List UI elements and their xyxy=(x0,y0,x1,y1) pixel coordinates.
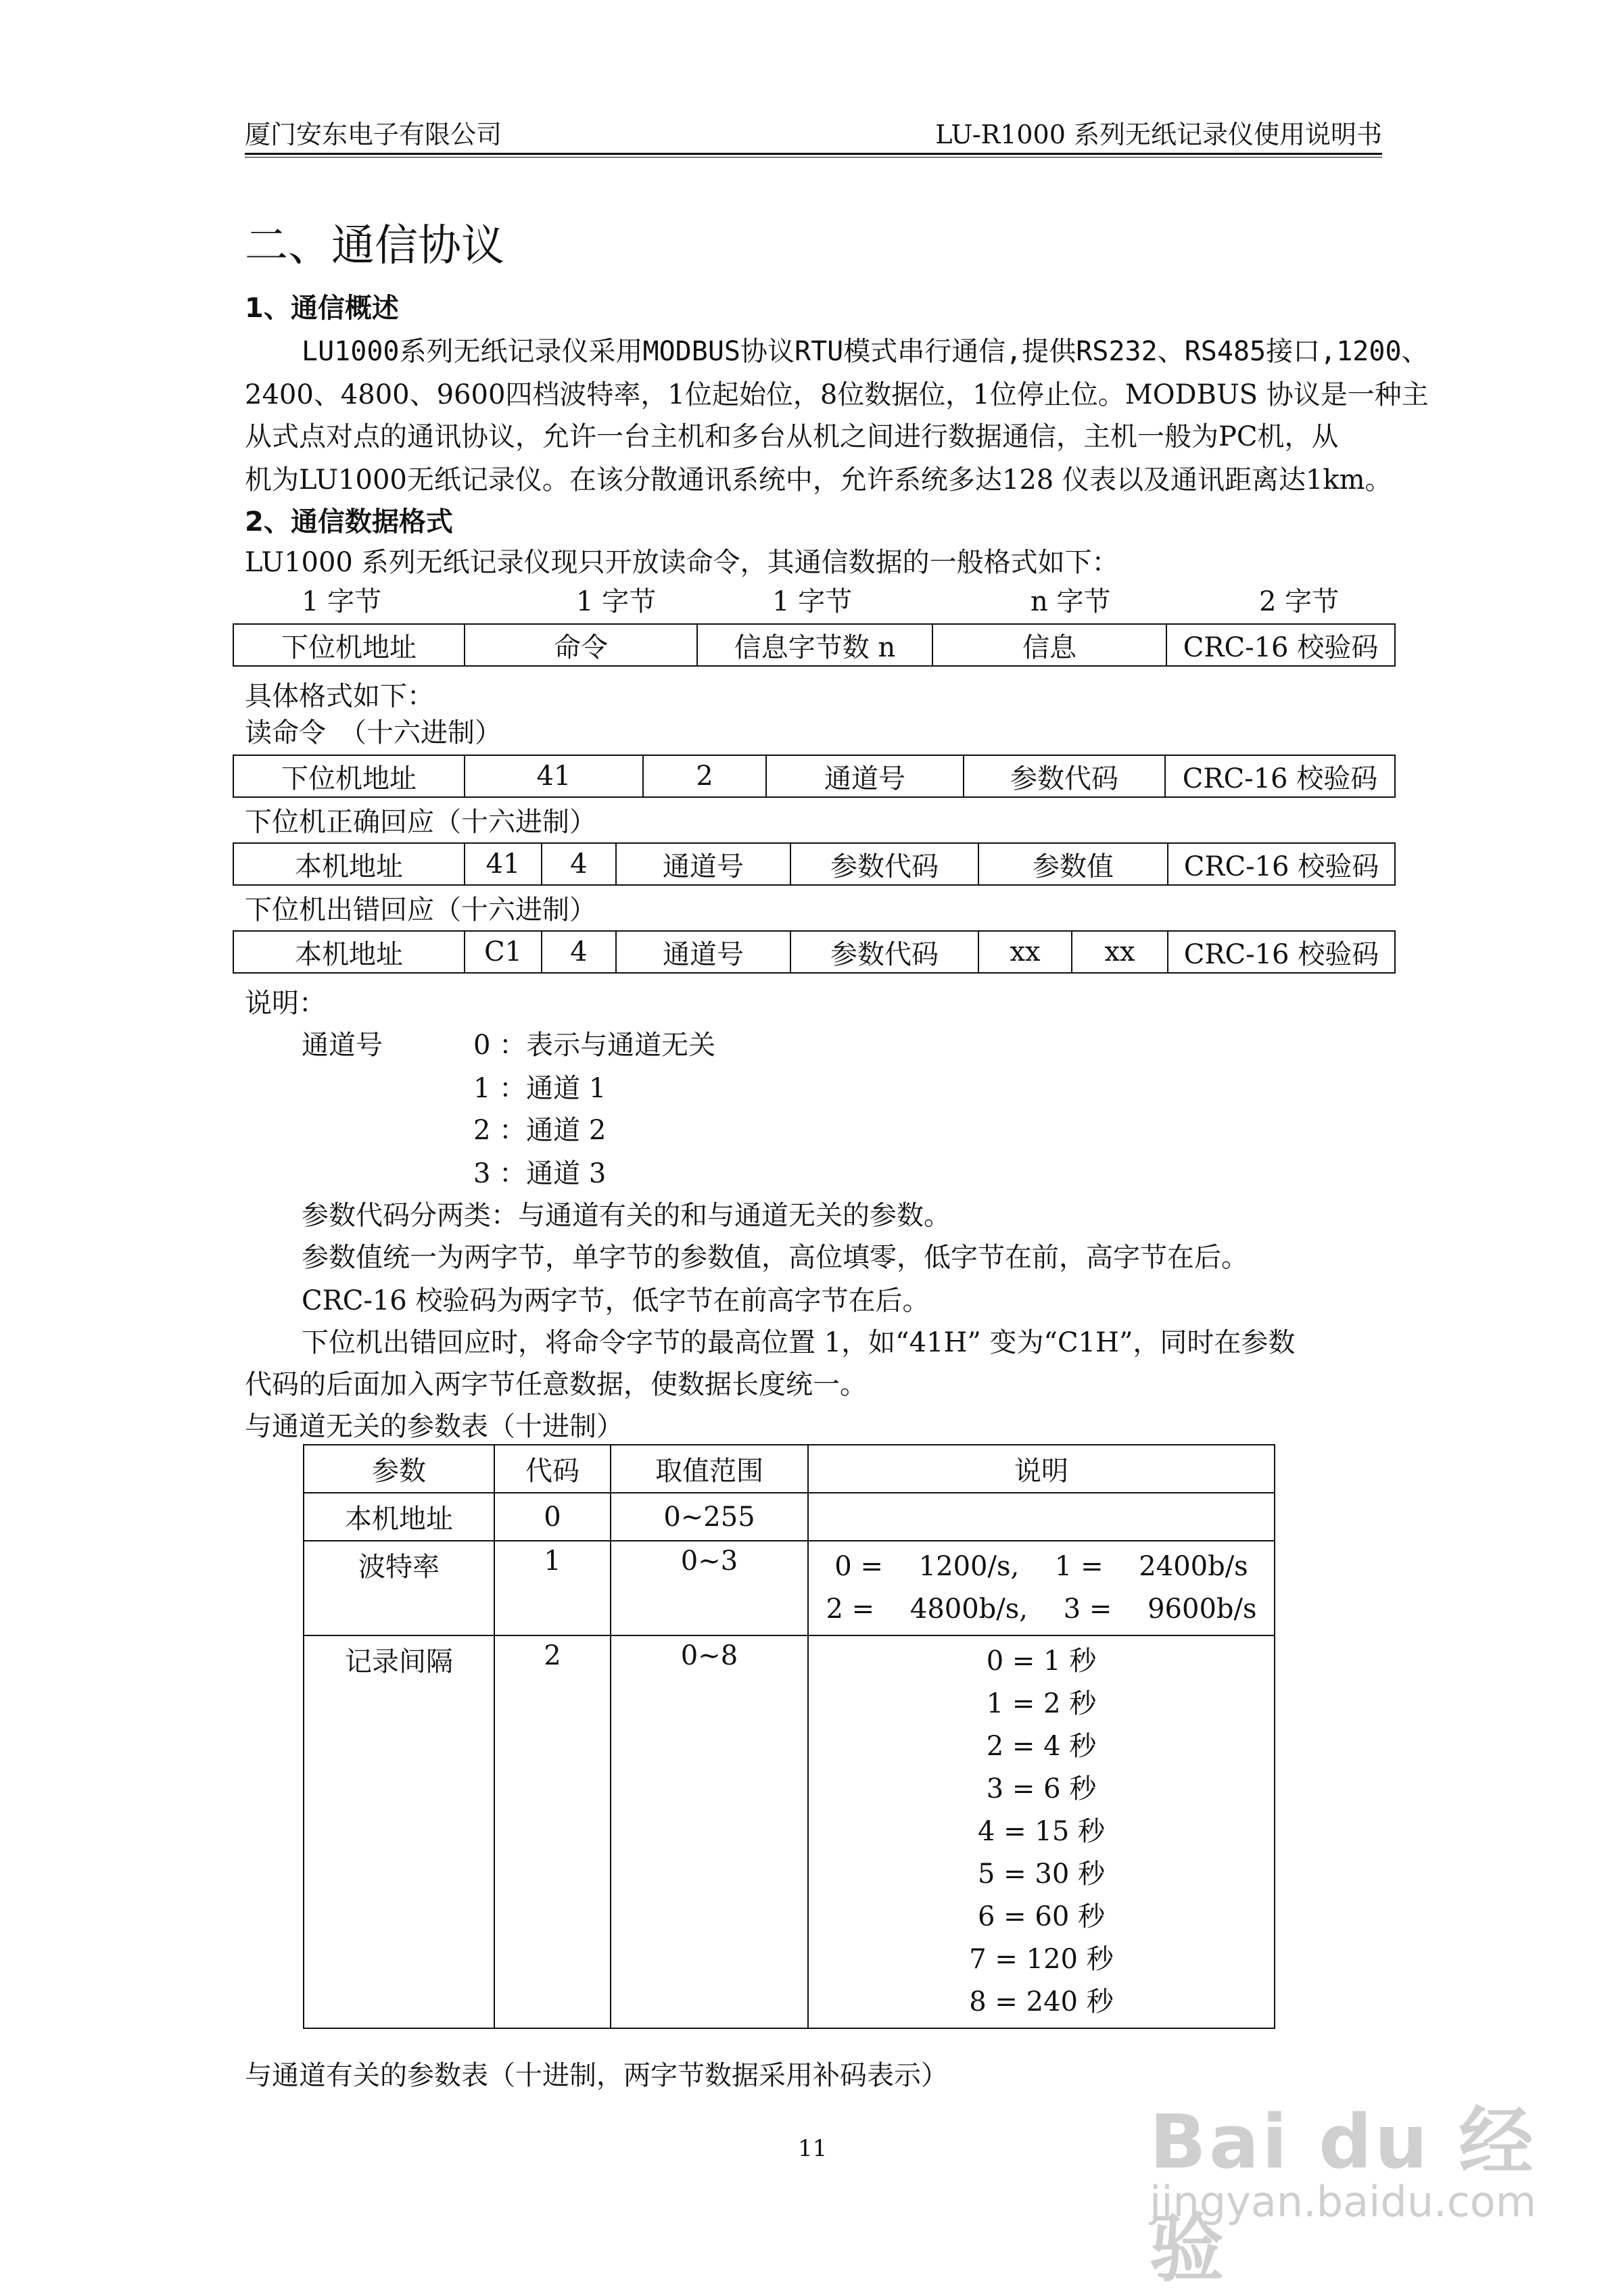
header-rule xyxy=(245,153,1382,155)
table-cell: 0~8 xyxy=(611,1635,808,2028)
interval-option: 5 = 30 秒 xyxy=(977,1859,1105,1890)
table-cell: xx xyxy=(978,931,1072,973)
table-cell: 下位机地址 xyxy=(233,624,465,666)
interval-option: 7 = 120 秒 xyxy=(969,1944,1114,1975)
page-title: 二、通信协议 xyxy=(245,221,504,271)
table-cell: 本机地址 xyxy=(233,843,465,885)
table-row xyxy=(233,843,1395,885)
table-header-cell: 参数 xyxy=(304,1445,494,1493)
channel-item: 3 ：通道 3 xyxy=(473,1158,607,1189)
table-cell: 信息字节数 n xyxy=(697,624,932,666)
interval-option: 8 = 240 秒 xyxy=(969,1986,1114,2017)
baud-option: 2 = 4800b/s, 3 = 9600b/s xyxy=(826,1594,1257,1625)
read-command-table xyxy=(233,755,1396,798)
read-command-label: 读命令 （十六进制） xyxy=(245,717,502,748)
sec1-line-1: LU1000系列无纸记录仪采用MODBUS协议RTU模式串行通信,提供RS232、RS485接口,1200、 xyxy=(302,336,1429,367)
table-header-cell: 说明 xyxy=(808,1445,1275,1493)
table-cell: CRC-16 校验码 xyxy=(1166,624,1395,666)
general-format-table xyxy=(233,623,1396,667)
byte-label: 1 字节 xyxy=(576,586,657,617)
watermark-logo: Bai du 经验 xyxy=(1150,2099,1536,2292)
table-cell: C1 xyxy=(465,931,542,973)
table-row xyxy=(233,755,1395,797)
interval-option: 2 = 4 秒 xyxy=(986,1731,1097,1762)
header-company: 厦门安东电子有限公司 xyxy=(245,120,502,149)
table-cell: CRC-16 校验码 xyxy=(1168,931,1395,973)
page-number: 11 xyxy=(798,2135,828,2162)
channel-param-caption: 与通道有关的参数表（十进制，两字节数据采用补码表示） xyxy=(245,2060,948,2091)
table-row xyxy=(304,1445,1275,1493)
channel-item: 2 ：通道 2 xyxy=(473,1115,607,1146)
table-cell xyxy=(808,1541,1275,1635)
table-cell: 本机地址 xyxy=(304,1493,494,1541)
table-cell: 通道号 xyxy=(766,755,964,797)
sec1-line-2: 2400、4800、9600四档波特率，1位起始位，8位数据位，1位停止位。MODBUS 协议是一种主 xyxy=(245,379,1429,410)
table-cell: 下位机地址 xyxy=(233,755,465,797)
interval-option: 3 = 6 秒 xyxy=(986,1773,1097,1804)
table-cell: 参数代码 xyxy=(790,843,978,885)
table-cell: 41 xyxy=(465,843,542,885)
note-para-1: 参数代码分两类：与通道有关的和与通道无关的参数。 xyxy=(302,1200,951,1231)
param-table-caption: 与通道无关的参数表（十进制） xyxy=(245,1411,623,1442)
table-cell: 本机地址 xyxy=(233,931,465,973)
byte-label: 1 字节 xyxy=(302,586,382,617)
note-para-4a: 下位机出错回应时，将命令字节的最高位置 1，如“41H” 变为“C1H”，同时在参数 xyxy=(302,1327,1296,1358)
table-row xyxy=(304,1493,1275,1541)
interval-option: 1 = 2 秒 xyxy=(986,1688,1097,1719)
table-cell: 参数代码 xyxy=(790,931,978,973)
error-response-table xyxy=(233,930,1396,974)
table-row xyxy=(233,931,1395,973)
table-row xyxy=(304,1635,1275,2028)
table-cell: xx xyxy=(1072,931,1168,973)
table-cell: 命令 xyxy=(465,624,697,666)
table-cell xyxy=(808,1493,1275,1541)
byte-label: 1 字节 xyxy=(772,586,853,617)
table-header-cell: 代码 xyxy=(494,1445,611,1493)
interval-option: 4 = 15 秒 xyxy=(977,1816,1105,1847)
note-para-4b: 代码的后面加入两字节任意数据，使数据长度统一。 xyxy=(245,1369,867,1400)
header-rule-thin xyxy=(245,157,1382,158)
notes-label: 说明： xyxy=(245,988,326,1019)
table-cell: 0~255 xyxy=(611,1493,808,1541)
byte-label: n 字节 xyxy=(1031,586,1111,617)
sec2-intro: LU1000 系列无纸记录仪现只开放读命令，其通信数据的一般格式如下： xyxy=(245,547,1119,578)
table-cell: 41 xyxy=(465,755,643,797)
table-cell: 参数值 xyxy=(978,843,1168,885)
error-response-label: 下位机出错回应（十六进制） xyxy=(245,894,596,926)
section-1-heading: 1、通信概述 xyxy=(245,293,399,324)
table-cell: 2 xyxy=(643,755,766,797)
table-row xyxy=(233,624,1395,666)
table-cell: 4 xyxy=(542,931,616,973)
ok-response-table xyxy=(233,842,1396,886)
table-header-cell: 取值范围 xyxy=(611,1445,808,1493)
table-cell: 0~3 xyxy=(611,1541,808,1635)
table-cell: 4 xyxy=(542,843,616,885)
channel-item: 0 ：表示与通道无关 xyxy=(473,1030,716,1061)
table-cell: CRC-16 校验码 xyxy=(1168,843,1395,885)
table-cell xyxy=(808,1635,1275,2028)
table-row xyxy=(304,1541,1275,1635)
interval-option: 6 = 60 秒 xyxy=(977,1901,1105,1932)
interval-option: 0 = 1 秒 xyxy=(986,1646,1097,1677)
table-cell: 参数代码 xyxy=(964,755,1165,797)
note-para-3: CRC-16 校验码为两字节，低字节在前高字节在后。 xyxy=(302,1285,930,1316)
ok-response-label: 下位机正确回应（十六进制） xyxy=(245,807,596,838)
table-cell: 通道号 xyxy=(616,843,790,885)
sec1-line-3: 从式点对点的通讯协议，允许一台主机和多台从机之间进行数据通信，主机一般为PC机，从 xyxy=(245,421,1339,452)
watermark-url: jingyan.baidu.com xyxy=(1150,2177,1537,2226)
channel-item: 1 ：通道 1 xyxy=(473,1073,607,1104)
table-cell: 1 xyxy=(494,1541,611,1635)
table-cell: 记录间隔 xyxy=(304,1635,494,2028)
table-cell: 2 xyxy=(494,1635,611,2028)
baud-option: 0 = 1200/s, 1 = 2400b/s xyxy=(834,1551,1248,1582)
table-cell: 波特率 xyxy=(304,1541,494,1635)
table-cell: 信息 xyxy=(932,624,1166,666)
sec1-line-4: 机为LU1000无纸记录仪。在该分散通讯系统中，允许系统多达128 仪表以及通讯距离达1km。 xyxy=(245,464,1392,496)
note-para-2: 参数值统一为两字节，单字节的参数值，高位填零，低字节在前，高字节在后。 xyxy=(302,1242,1248,1273)
byte-label: 2 字节 xyxy=(1259,586,1340,617)
section-2-heading: 2、通信数据格式 xyxy=(245,506,453,537)
channel-label: 通道号 xyxy=(302,1030,383,1061)
param-table xyxy=(303,1444,1275,2029)
table-cell: 0 xyxy=(494,1493,611,1541)
table-cell: CRC-16 校验码 xyxy=(1165,755,1395,797)
detail-label: 具体格式如下： xyxy=(245,681,434,712)
header-doc-title: LU-R1000 系列无纸记录仪使用说明书 xyxy=(935,120,1382,149)
table-cell: 通道号 xyxy=(616,931,790,973)
